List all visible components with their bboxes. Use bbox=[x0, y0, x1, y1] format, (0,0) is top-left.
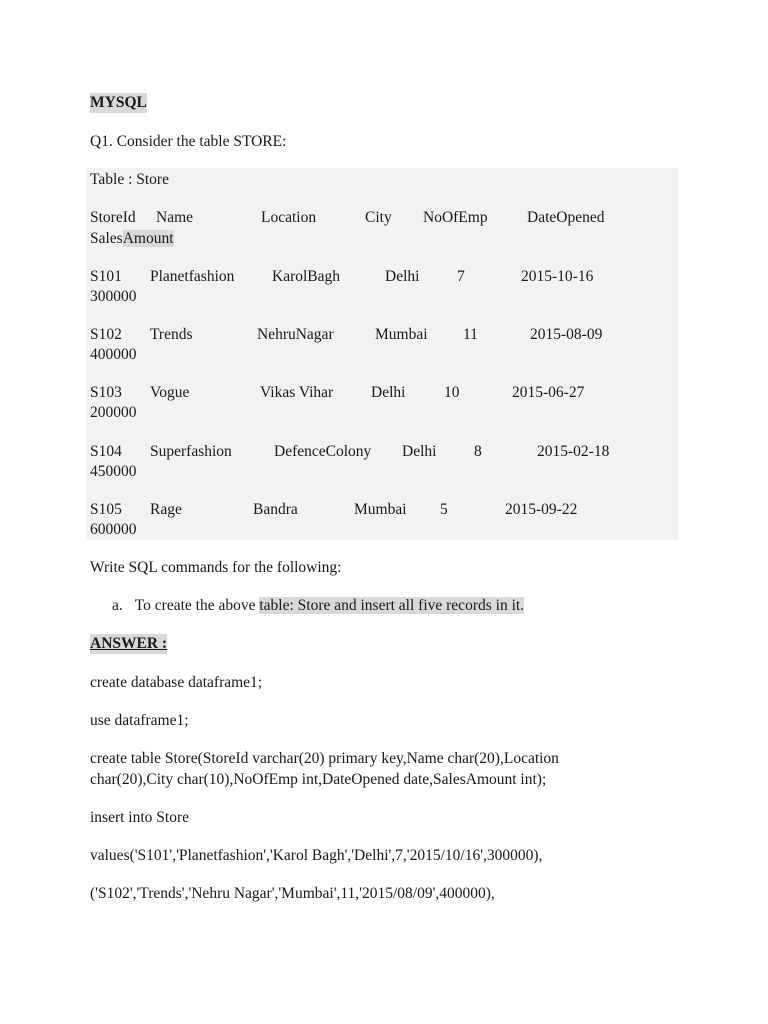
cell-city: Mumbai bbox=[375, 326, 428, 343]
cell-salesamount: 300000 bbox=[90, 288, 137, 305]
header-cell: StoreId bbox=[90, 209, 136, 226]
cell-storeid: S101 bbox=[90, 268, 122, 285]
item-text: To create the above bbox=[134, 597, 260, 614]
cell-dateopened: 2015-08-09 bbox=[530, 326, 603, 343]
cell-city: Delhi bbox=[402, 443, 437, 460]
table-row bbox=[90, 500, 670, 520]
cell-city: Mumbai bbox=[354, 501, 407, 518]
cell-storeid: S104 bbox=[90, 443, 122, 460]
table-row bbox=[90, 383, 670, 403]
cell-salesamount: 600000 bbox=[90, 521, 137, 538]
code-line: create database dataframe1; bbox=[90, 674, 263, 691]
code-line: ('S102','Trends','Nehru Nagar','Mumbai',11,'2015/08/09',400000), bbox=[90, 885, 495, 902]
table-row bbox=[90, 325, 670, 345]
cell-noofemp: 5 bbox=[440, 501, 448, 518]
cell-location: DefenceColony bbox=[274, 443, 372, 460]
header-cell: Name bbox=[156, 209, 194, 226]
cell-storeid: S102 bbox=[90, 326, 122, 343]
cell-name: Trends bbox=[150, 326, 193, 343]
code-line: use dataframe1; bbox=[90, 712, 189, 729]
cell-name: Superfashion bbox=[150, 443, 232, 460]
cell-noofemp: 7 bbox=[457, 268, 465, 285]
table-header-row bbox=[90, 208, 670, 228]
cell-name: Vogue bbox=[150, 384, 190, 401]
cell-salesamount: 450000 bbox=[90, 463, 137, 480]
instruction-text: Write SQL commands for the following: bbox=[90, 559, 342, 576]
cell-city: Delhi bbox=[371, 384, 406, 401]
cell-noofemp: 8 bbox=[474, 443, 482, 460]
cell-dateopened: 2015-02-18 bbox=[537, 443, 610, 460]
item-text-highlight: table: Store and insert all five records in it. bbox=[259, 597, 525, 614]
list-marker: a. bbox=[112, 597, 123, 614]
cell-location: NehruNagar bbox=[257, 326, 334, 343]
header-wrap-a: Sales bbox=[90, 230, 123, 247]
header-cell: Location bbox=[261, 209, 317, 226]
cell-name: Rage bbox=[150, 501, 182, 518]
question-text: Q1. Consider the table STORE: bbox=[90, 133, 287, 150]
cell-storeid: S103 bbox=[90, 384, 122, 401]
header-cell: NoOfEmp bbox=[423, 209, 488, 226]
cell-noofemp: 10 bbox=[444, 384, 460, 401]
cell-location: Bandra bbox=[253, 501, 298, 518]
cell-city: Delhi bbox=[385, 268, 420, 285]
code-line: create table Store(StoreId varchar(20) primary key,Name char(20),Location bbox=[90, 750, 559, 767]
cell-location: KarolBagh bbox=[272, 268, 341, 285]
cell-dateopened: 2015-10-16 bbox=[521, 268, 594, 285]
cell-dateopened: 2015-09-22 bbox=[505, 501, 578, 518]
cell-location: Vikas Vihar bbox=[260, 384, 334, 401]
cell-salesamount: 400000 bbox=[90, 346, 137, 363]
header-cell: City bbox=[365, 209, 392, 226]
list-item bbox=[112, 596, 524, 616]
code-line: char(20),City char(10),NoOfEmp int,DateOpened date,SalesAmount int); bbox=[90, 771, 547, 788]
answer-label: ANSWER : bbox=[90, 635, 168, 652]
page-heading: MYSQL bbox=[90, 94, 147, 111]
cell-dateopened: 2015-06-27 bbox=[512, 384, 585, 401]
cell-storeid: S105 bbox=[90, 501, 122, 518]
table-title: Table : Store bbox=[90, 171, 169, 188]
header-cell: DateOpened bbox=[527, 209, 605, 226]
code-line: insert into Store bbox=[90, 809, 190, 826]
header-wrap bbox=[90, 229, 174, 249]
cell-noofemp: 11 bbox=[463, 326, 478, 343]
header-wrap-b: Amount bbox=[122, 230, 174, 247]
cell-name: Planetfashion bbox=[150, 268, 235, 285]
table-row bbox=[90, 442, 670, 462]
cell-salesamount: 200000 bbox=[90, 404, 137, 421]
table-row bbox=[90, 267, 670, 287]
code-line: values('S101','Planetfashion','Karol Bagh','Delhi',7,'2015/10/16',300000), bbox=[90, 847, 543, 864]
